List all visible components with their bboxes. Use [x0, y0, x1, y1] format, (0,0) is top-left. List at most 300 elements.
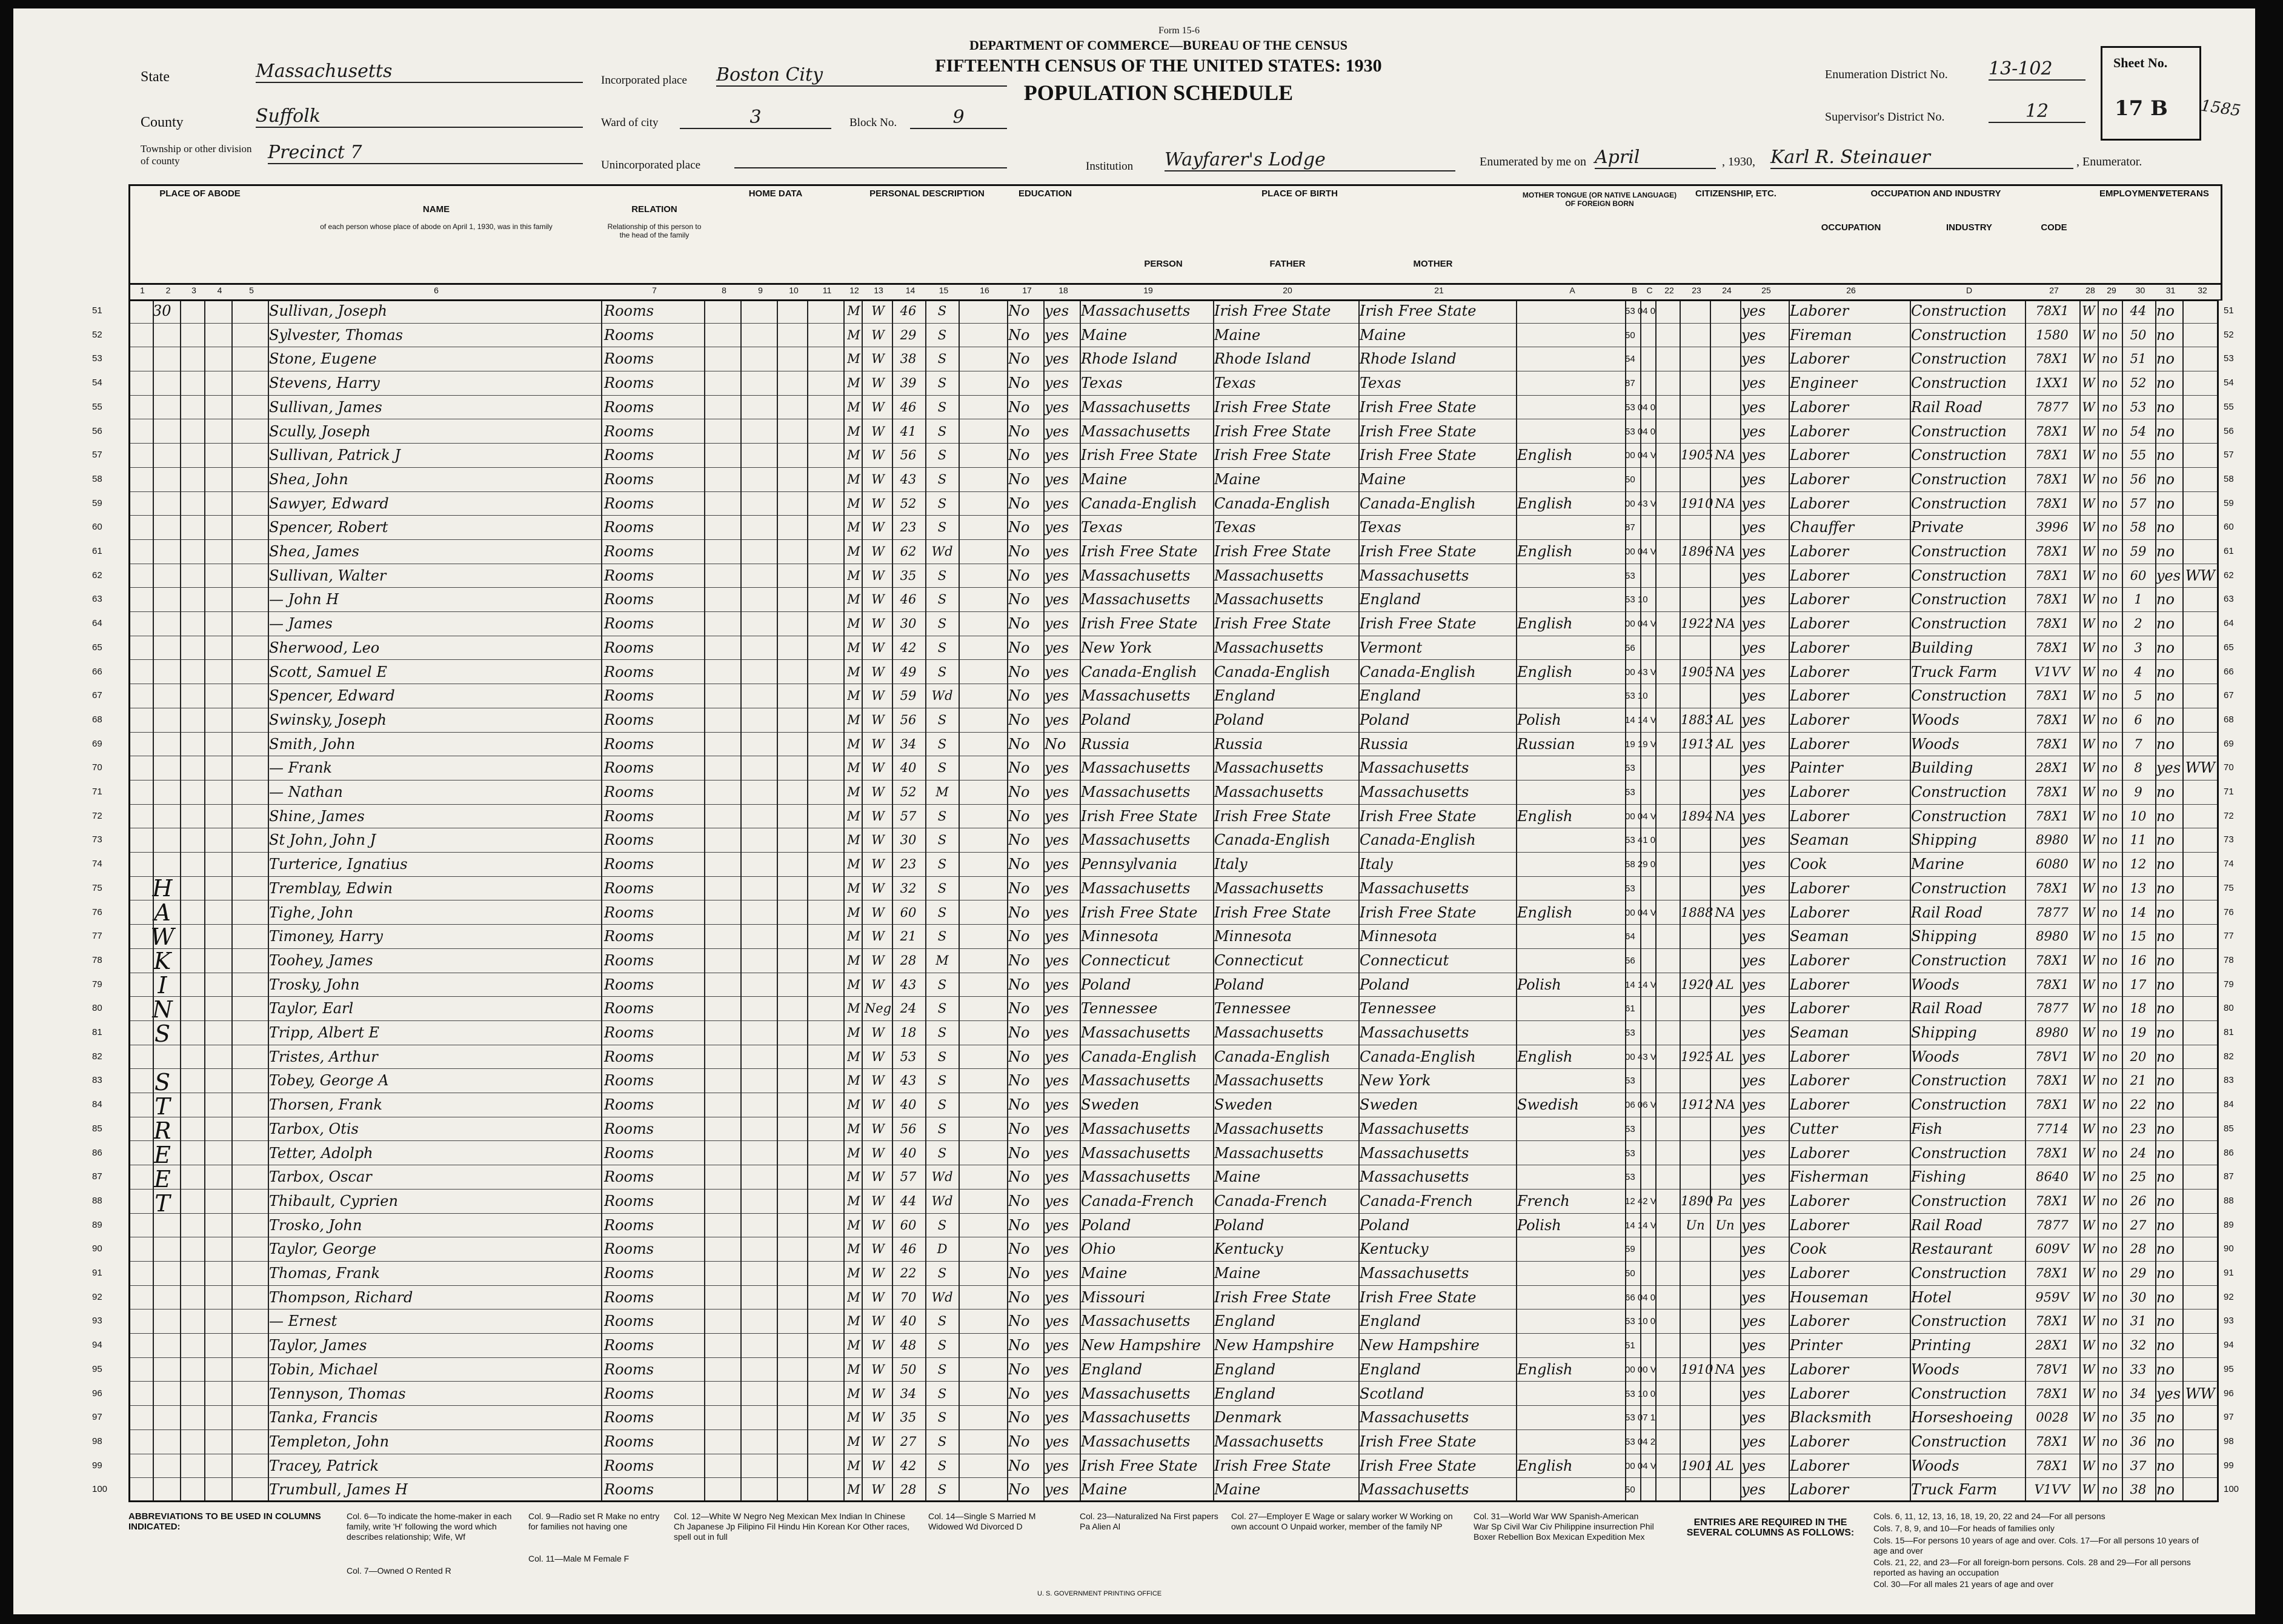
employment-line: 53: [2130, 399, 2147, 414]
column-number: 31: [2165, 285, 2176, 295]
class-of-worker: W: [2082, 496, 2095, 511]
school-attendance: No: [1008, 1360, 1030, 1378]
line-number: 70: [2224, 762, 2234, 773]
employment-line: 2: [2134, 616, 2142, 631]
occupation: Laborer: [1790, 398, 1849, 416]
speaks-english: yes: [1741, 1024, 1766, 1041]
employed: no: [2101, 833, 2118, 848]
relation: Rooms: [604, 494, 654, 512]
employed: no: [2101, 1410, 2118, 1425]
birthplace-person: Massachusetts: [1081, 1433, 1191, 1450]
age: 35: [900, 1410, 917, 1425]
sex: M: [847, 880, 860, 896]
birthplace-father: Maine: [1214, 1265, 1261, 1282]
race: W: [871, 905, 885, 920]
relation: Rooms: [604, 1360, 654, 1378]
line-number: 95: [2224, 1363, 2234, 1374]
birthplace-person: Irish Free State: [1081, 447, 1198, 464]
age: 41: [900, 424, 917, 439]
birthplace-person: Irish Free State: [1081, 1457, 1198, 1474]
birthplace-mother: Texas: [1360, 519, 1401, 536]
veteran: no: [2156, 1337, 2175, 1354]
person-name: Sherwood, Leo: [269, 639, 380, 656]
line-number: 99: [2224, 1460, 2234, 1471]
can-read: yes: [1045, 470, 1069, 488]
veteran: no: [2156, 1048, 2175, 1065]
line-number: 66: [2224, 666, 2234, 677]
line-number: 71: [2224, 787, 2234, 797]
marital-status: S: [937, 424, 947, 439]
person-name: Toohey, James: [269, 951, 373, 969]
class-of-worker: W: [2082, 929, 2095, 944]
employed: no: [2101, 785, 2118, 799]
birthplace-mother: Irish Free State: [1360, 1433, 1477, 1450]
occupation-code: 78X1: [2035, 1266, 2069, 1280]
person-name: Sawyer, Edward: [269, 494, 389, 512]
age: 59: [900, 688, 917, 704]
employment-line: 35: [2130, 1410, 2147, 1425]
relation: Rooms: [604, 663, 654, 681]
can-read: yes: [1045, 1385, 1069, 1402]
veteran: no: [2156, 326, 2175, 344]
birthplace-father: Canada-English: [1214, 663, 1331, 681]
race: W: [871, 1458, 885, 1473]
speaks-english: yes: [1741, 1096, 1766, 1114]
line-number: 55: [92, 401, 102, 412]
birthplace-mother: Rhode Island: [1360, 350, 1457, 368]
relation: Rooms: [604, 1457, 654, 1474]
mother-tongue: Polish: [1517, 711, 1561, 728]
age: 46: [900, 1242, 917, 1257]
enumerated-year: , 1930,: [1722, 155, 1755, 168]
race: W: [871, 1121, 885, 1136]
column-number: 7: [652, 285, 657, 295]
line-number: 84: [92, 1099, 102, 1110]
occupation-code: 78X1: [2035, 1386, 2069, 1401]
person-name: — Nathan: [269, 784, 343, 800]
marital-status: S: [937, 736, 947, 751]
sex: M: [847, 1266, 860, 1280]
institution-label: Institution: [1086, 160, 1134, 173]
person-name: — Ernest: [269, 1313, 337, 1330]
occupation: Laborer: [1790, 447, 1849, 464]
occupation-code: 28X1: [2035, 760, 2069, 776]
relation: Rooms: [604, 784, 654, 800]
birthplace-father: England: [1214, 1385, 1276, 1402]
occupation: Laborer: [1790, 591, 1849, 608]
employment-line: 3: [2134, 640, 2142, 655]
birthplace-mother: Irish Free State: [1360, 447, 1477, 464]
occupation-code: 7877: [2036, 905, 2069, 920]
sex: M: [847, 351, 860, 367]
occupation: Laborer: [1790, 1265, 1849, 1282]
can-read: yes: [1045, 928, 1069, 945]
birthplace-father: Massachusetts: [1214, 1120, 1324, 1137]
line-number: 92: [92, 1291, 102, 1302]
class-of-worker: W: [2082, 1217, 2095, 1233]
speaks-english: yes: [1741, 1192, 1766, 1210]
birthplace-father: Italy: [1214, 856, 1248, 873]
industry: Construction: [1911, 807, 2007, 825]
relation: Rooms: [604, 374, 654, 392]
birthplace-father: Russia: [1214, 735, 1263, 753]
can-read: yes: [1045, 856, 1069, 873]
occupation-code: 78X1: [2035, 977, 2069, 992]
veteran: no: [2156, 422, 2175, 440]
immigration-year: 1905: [1681, 664, 1713, 679]
line-number: 52: [92, 329, 102, 340]
industry: Construction: [1911, 1385, 2007, 1402]
school-attendance: No: [1008, 1024, 1030, 1041]
employed: no: [2101, 520, 2118, 535]
marital-status: S: [937, 304, 947, 318]
column-number: 10: [789, 285, 799, 295]
employed: no: [2101, 1121, 2118, 1136]
veteran: yes WW: [2156, 1385, 2216, 1402]
person-name: Taylor, James: [269, 1337, 367, 1354]
birthplace-person: Massachusetts: [1081, 422, 1191, 440]
industry: Construction: [1911, 326, 2007, 344]
race: W: [871, 857, 885, 872]
race: W: [871, 1170, 885, 1185]
occupation-code: 78X1: [2035, 1434, 2069, 1449]
person-name: Trosky, John: [269, 976, 360, 993]
printer-line: U. S. GOVERNMENT PRINTING OFFICE: [1037, 1590, 1162, 1597]
employment-line: 30: [2130, 1290, 2147, 1305]
mother-tongue: Russian: [1517, 735, 1575, 753]
class-of-worker: W: [2082, 1170, 2095, 1185]
birth-code: 50: [1625, 474, 1635, 485]
line-number: 89: [2224, 1219, 2234, 1230]
birth-code: 56: [1625, 642, 1635, 653]
line-number: 72: [92, 810, 102, 821]
industry: Construction: [1911, 687, 2007, 705]
birth-code: 53 04 0: [1625, 306, 1656, 316]
abbrev-col31: Col. 31—World War WW Spanish-American War Sp Civil War Civ Philippine insurrection Phil Boxer Rebellion Box Mexican Expedition Mex: [1474, 1511, 1654, 1542]
veteran: no: [2156, 519, 2175, 536]
mother-tongue: English: [1517, 494, 1573, 512]
employed: no: [2101, 327, 2118, 342]
line-number: 57: [2224, 450, 2234, 461]
school-attendance: No: [1008, 711, 1030, 728]
birthplace-father: Tennessee: [1214, 1000, 1291, 1017]
person-name: Thomas, Frank: [269, 1265, 380, 1282]
speaks-english: yes: [1741, 856, 1766, 873]
can-read: yes: [1045, 1048, 1069, 1065]
line-number: 88: [2224, 1195, 2234, 1206]
column-number: 30: [2135, 285, 2145, 295]
school-attendance: No: [1008, 951, 1030, 969]
birthplace-person: Irish Free State: [1081, 615, 1198, 633]
occupation-code: 78X1: [2035, 712, 2069, 727]
class-of-worker: W: [2082, 568, 2095, 583]
sex: M: [847, 929, 860, 944]
relation: Rooms: [604, 928, 654, 945]
race: W: [871, 1049, 885, 1064]
age: 46: [900, 592, 917, 607]
birth-code: 00 43 V: [1625, 1051, 1657, 1062]
mother-tongue: English: [1517, 904, 1573, 921]
column-number: 16: [980, 285, 989, 295]
naturalization: AL: [1716, 1049, 1734, 1064]
birthplace-mother: Texas: [1360, 374, 1401, 392]
occupation: Laborer: [1790, 1313, 1849, 1330]
employment-line: 13: [2130, 880, 2147, 896]
speaks-english: yes: [1741, 1240, 1766, 1258]
relation: Rooms: [604, 1313, 654, 1330]
birthplace-mother: Maine: [1360, 470, 1406, 488]
marital-status: S: [937, 1314, 947, 1329]
speaks-english: yes: [1741, 1144, 1766, 1162]
naturalization: NA: [1715, 1362, 1735, 1377]
race: W: [871, 616, 885, 631]
sex: M: [847, 1290, 860, 1305]
line-number: 86: [92, 1147, 102, 1158]
sex: M: [847, 1458, 860, 1473]
school-attendance: No: [1008, 470, 1030, 488]
supervisor-value: 12: [1989, 101, 2085, 123]
school-attendance: No: [1008, 591, 1030, 608]
sex: M: [847, 1386, 860, 1401]
marital-status: S: [937, 399, 947, 414]
age: 49: [900, 664, 917, 679]
veteran: no: [2156, 302, 2175, 319]
birthplace-person: Massachusetts: [1081, 1313, 1191, 1330]
occupation-code: 78X1: [2035, 1145, 2069, 1160]
veteran: no: [2156, 1192, 2175, 1210]
age: 29: [900, 327, 917, 342]
occupation-code: 78X1: [2035, 1458, 2069, 1473]
veteran: yes WW: [2156, 567, 2216, 584]
race: W: [871, 785, 885, 799]
occupation-code: 78X1: [2035, 688, 2069, 704]
sex: M: [847, 1001, 860, 1016]
school-attendance: No: [1008, 567, 1030, 584]
birthplace-father: Poland: [1214, 976, 1264, 993]
birthplace-person: Massachusetts: [1081, 831, 1191, 849]
marital-status: S: [937, 1458, 947, 1473]
employment-line: 55: [2130, 448, 2147, 463]
birth-code: 50: [1625, 1485, 1635, 1496]
sex: M: [847, 1242, 860, 1257]
line-number: 67: [92, 690, 102, 701]
marital-status: S: [937, 471, 947, 487]
class-of-worker: W: [2082, 712, 2095, 727]
marital-status: S: [937, 1434, 947, 1449]
class-of-worker: W: [2082, 1290, 2095, 1305]
veteran: no: [2156, 1072, 2175, 1090]
class-of-worker: W: [2082, 471, 2095, 487]
line-number: 70: [92, 762, 102, 773]
marital-status: S: [937, 568, 947, 583]
birthplace-mother: Canada-English: [1360, 663, 1476, 681]
can-read: yes: [1045, 639, 1069, 656]
birth-code: 53 10: [1625, 691, 1648, 702]
speaks-english: yes: [1741, 928, 1766, 945]
age: 46: [900, 399, 917, 414]
line-number: 84: [2224, 1099, 2234, 1110]
occupation: Houseman: [1790, 1288, 1869, 1306]
employed: no: [2101, 1001, 2118, 1016]
line-number: 82: [92, 1051, 102, 1062]
occupation-code: 78X1: [2035, 351, 2069, 367]
line-number: 74: [92, 859, 102, 870]
column-number: 5: [249, 285, 254, 295]
employment-line: 6: [2134, 712, 2142, 727]
person-name: Tobey, George A: [269, 1072, 389, 1090]
speaks-english: yes: [1741, 1409, 1766, 1426]
employed: no: [2101, 1314, 2118, 1329]
race: W: [871, 1482, 885, 1497]
marital-status: S: [937, 1025, 947, 1040]
can-read: yes: [1045, 1024, 1069, 1041]
speaks-english: yes: [1741, 904, 1766, 921]
employed: no: [2101, 760, 2118, 776]
sheet-label: Sheet No.: [2113, 55, 2168, 70]
employed: no: [2101, 1290, 2118, 1305]
can-read: yes: [1045, 1409, 1069, 1426]
can-read: yes: [1045, 543, 1069, 560]
birthplace-mother: Poland: [1360, 976, 1410, 993]
birthplace-father: Irish Free State: [1214, 447, 1331, 464]
birth-code: 53: [1625, 1172, 1635, 1183]
school-attendance: No: [1008, 1096, 1030, 1114]
line-number: 62: [92, 570, 102, 581]
line-number: 73: [92, 834, 102, 845]
birthplace-mother: Irish Free State: [1360, 904, 1477, 921]
marital-status: S: [937, 880, 947, 896]
person-name: Tennyson, Thomas: [269, 1385, 406, 1402]
birthplace-person: Canada-French: [1081, 1192, 1194, 1210]
sex: M: [847, 953, 860, 968]
veteran: no: [2156, 1024, 2175, 1041]
line-number: 62: [2224, 570, 2234, 581]
speaks-english: yes: [1741, 1120, 1766, 1137]
industry: Construction: [1911, 447, 2007, 464]
relation: Rooms: [604, 976, 654, 993]
relation: Rooms: [604, 951, 654, 969]
relation: Rooms: [604, 567, 654, 584]
birthplace-mother: Massachusetts: [1360, 1120, 1469, 1137]
race: W: [871, 544, 885, 559]
employment-line: 10: [2130, 808, 2147, 824]
veteran: no: [2156, 1265, 2175, 1282]
person-name: Sullivan, James: [269, 398, 382, 416]
industry: Building: [1911, 639, 1973, 656]
employment-line: 23: [2130, 1121, 2147, 1136]
occupation: Laborer: [1790, 1000, 1849, 1017]
class-of-worker: W: [2082, 424, 2095, 439]
employment-line: 11: [2130, 833, 2147, 848]
employed: no: [2101, 1170, 2118, 1185]
employment-line: 21: [2130, 1073, 2147, 1088]
school-attendance: No: [1008, 494, 1030, 512]
occupation: Laborer: [1790, 567, 1849, 584]
veteran: no: [2156, 831, 2175, 849]
person-name: Stevens, Harry: [269, 374, 380, 392]
birthplace-person: Massachusetts: [1081, 398, 1191, 416]
mother-tongue: French: [1517, 1192, 1570, 1210]
class-of-worker: W: [2082, 1121, 2095, 1136]
line-number: 74: [2224, 859, 2234, 870]
employed: no: [2101, 1386, 2118, 1401]
line-number: 80: [2224, 1003, 2234, 1014]
occupation: Laborer: [1790, 735, 1849, 753]
speaks-english: yes: [1741, 1216, 1766, 1234]
line-number: 57: [92, 450, 102, 461]
employed: no: [2101, 448, 2118, 463]
line-number: 54: [2224, 378, 2234, 388]
birthplace-father: England: [1214, 687, 1276, 705]
sex: M: [847, 471, 860, 487]
marital-status: S: [937, 448, 947, 463]
person-name: Shine, James: [269, 807, 365, 825]
person-name: Taylor, George: [269, 1240, 377, 1258]
can-read: yes: [1045, 1072, 1069, 1090]
birth-code: 53 07 1: [1625, 1413, 1656, 1423]
occupation-code: 78V1: [2035, 1362, 2069, 1377]
person-name: Spencer, Robert: [269, 519, 388, 536]
birthplace-father: Irish Free State: [1214, 302, 1331, 319]
person-name: Tristes, Arthur: [269, 1048, 378, 1065]
age: 48: [900, 1338, 917, 1353]
birthplace-father: Irish Free State: [1214, 398, 1331, 416]
sex: M: [847, 496, 860, 511]
veteran: no: [2156, 1409, 2175, 1426]
employed: no: [2101, 592, 2118, 607]
line-number: 75: [2224, 882, 2234, 893]
age: 28: [900, 953, 917, 968]
line-number: 91: [92, 1268, 102, 1278]
class-of-worker: W: [2082, 808, 2095, 824]
birthplace-person: Irish Free State: [1081, 807, 1198, 825]
can-read: yes: [1045, 1216, 1069, 1234]
sheet-box: [2101, 46, 2201, 141]
class-of-worker: W: [2082, 1482, 2095, 1497]
employed: no: [2101, 471, 2118, 487]
race: W: [871, 351, 885, 367]
speaks-english: yes: [1741, 350, 1766, 368]
veteran: no: [2156, 639, 2175, 656]
birthplace-person: Maine: [1081, 1265, 1128, 1282]
birthplace-father: Texas: [1214, 519, 1256, 536]
occupation: Laborer: [1790, 1457, 1849, 1474]
employed: no: [2101, 736, 2118, 751]
birthplace-mother: Sweden: [1360, 1096, 1418, 1114]
person-name: Sullivan, Patrick J: [269, 447, 400, 464]
age: 57: [900, 1170, 917, 1185]
speaks-english: yes: [1741, 879, 1766, 897]
relation: Rooms: [604, 302, 654, 319]
class-of-worker: W: [2082, 304, 2095, 318]
speaks-english: yes: [1741, 374, 1766, 392]
birthplace-mother: Massachusetts: [1360, 567, 1469, 584]
line-number: 92: [2224, 1291, 2234, 1302]
birth-code: 14 14 V: [1625, 714, 1657, 725]
class-of-worker: W: [2082, 592, 2095, 607]
birthplace-person: Texas: [1081, 519, 1123, 536]
line-number: 75: [92, 882, 102, 893]
industry: Truck Farm: [1911, 663, 1998, 681]
age: 24: [900, 1001, 917, 1016]
can-read: yes: [1045, 1337, 1069, 1354]
age: 23: [900, 857, 917, 872]
age: 30: [900, 616, 917, 631]
speaks-english: yes: [1741, 639, 1766, 656]
can-read: yes: [1045, 615, 1069, 633]
sex: M: [847, 1362, 860, 1377]
line-number: 72: [2224, 810, 2234, 821]
